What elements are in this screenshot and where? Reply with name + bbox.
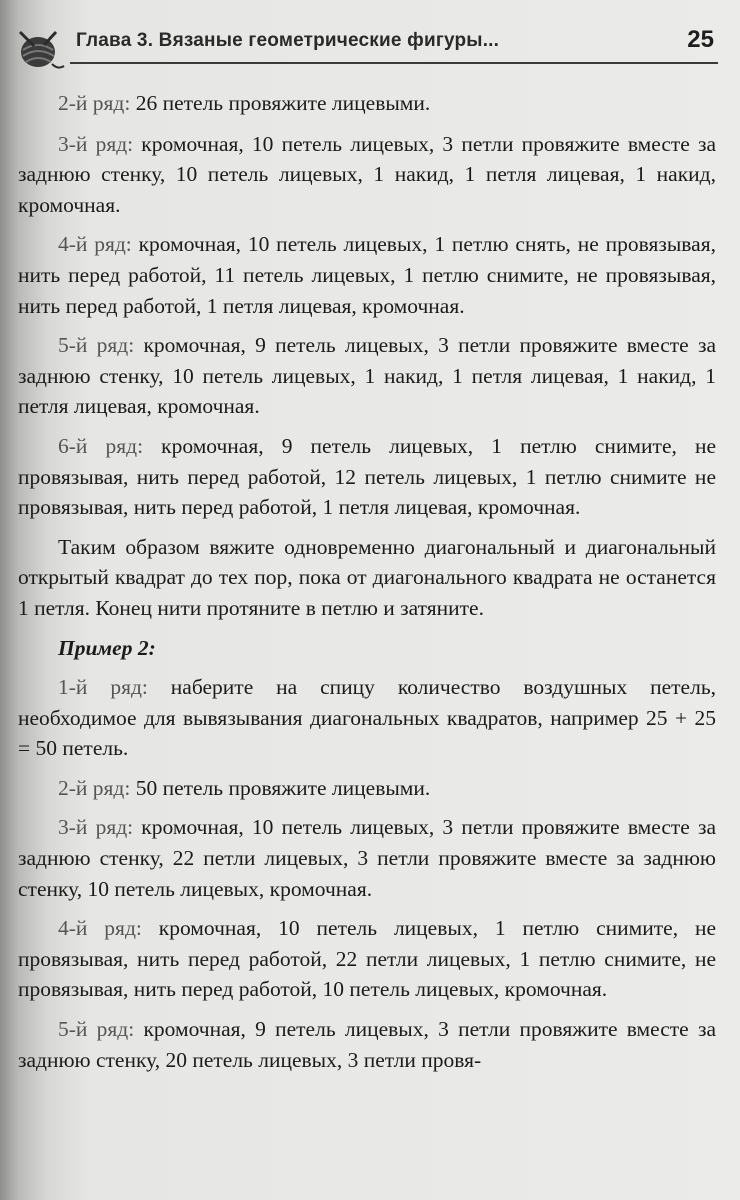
paragraph-ex2-row-4 xyxy=(18,913,716,1005)
running-head: Глава 3. Вязаные геометрические фигуры... xyxy=(76,30,500,51)
header-rule xyxy=(70,62,718,64)
row-text: кромочная, 10 петель лицевых, 3 петли провяжите вместе за заднюю стенку, 10 петель лицевых, 1 накид, 1 петля лицевая, 1 накид, кромочная. xyxy=(18,131,717,217)
row-label: 2-й ряд: xyxy=(58,775,131,800)
row-text: кромочная, 9 петель лицевых, 3 петли провяжите вместе за заднюю стенку, 10 петель лицевых, 1 накид, 1 петля лицевая, 1 накид, 1 петля лицевая, кромочная. xyxy=(18,333,716,419)
example-heading: Пример 2: xyxy=(58,635,156,660)
paragraph-summary xyxy=(18,532,716,624)
row-label: 4-й ряд: xyxy=(58,916,142,941)
row-label: 3-й ряд: xyxy=(58,131,134,156)
paragraph-ex2-row-1 xyxy=(18,672,716,764)
row-text: 26 петель провяжите лицевыми. xyxy=(130,91,431,115)
row-label: 2-й ряд: xyxy=(58,91,131,115)
paragraph-row-2 xyxy=(18,88,716,119)
paragraph-row-4 xyxy=(18,229,716,321)
knitting-ball-icon xyxy=(14,28,66,72)
row-label: 5-й ряд: xyxy=(58,1017,135,1042)
row-text: кромочная, 9 петель лицевых, 3 петли провяжите вместе за заднюю стенку, 20 петель лицевых, 3 петли провя- xyxy=(18,1017,716,1072)
page-number: 25 xyxy=(687,26,714,53)
page-header xyxy=(0,0,740,70)
row-label: 4-й ряд: xyxy=(58,232,132,257)
summary-text: Таким образом вяжите одновременно диагональный и диагональный открытый квадрат до тех пор, пока от диагонального квадрата не останется 1 петля. Конец нити протяните в петлю и затяните. xyxy=(18,534,716,620)
row-text: кромочная, 10 петель лицевых, 3 петли провяжите вместе за заднюю стенку, 22 петли лицевых, 3 петли провяжите вместе за заднюю стенку, 10 петель лицевых, кромочная. xyxy=(18,815,717,901)
row-label: 3-й ряд: xyxy=(58,815,134,840)
row-label: 1-й ряд: xyxy=(58,675,148,700)
row-label: 6-й ряд: xyxy=(58,433,144,458)
body-text xyxy=(18,88,716,1084)
paragraph-row-6 xyxy=(18,431,716,523)
row-text: 50 петель провяжите лицевыми. xyxy=(130,775,431,800)
paragraph-ex2-row-3 xyxy=(18,812,716,904)
row-text: кромочная, 10 петель лицевых, 1 петлю снять, не провязывая, нить перед работой, 11 петель лицевых, 1 петлю снимите, не провязывая, нить перед работой, 1 петля лицевая, кромочная. xyxy=(18,232,716,318)
row-text: кромочная, 10 петель лицевых, 1 петлю снимите, не провязывая, нить перед работой, 22 петли лицевых, 1 петлю снимите, не провязывая, нить перед работой, 10 петель лицевых, кромочная. xyxy=(18,916,717,1002)
row-label: 5-й ряд: xyxy=(58,333,135,358)
row-text: кромочная, 9 петель лицевых, 1 петлю снимите, не провязывая, нить перед работой, 12 петель лицевых, 1 петлю снимите не провязывая, нить перед работой, 1 петля лицевая, кромочная. xyxy=(18,433,717,520)
paragraph-row-3 xyxy=(18,129,716,221)
paragraph-ex2-row-5 xyxy=(18,1014,716,1075)
row-text: наберите на спицу количество воздушных петель, необходимое для вывязывания диагональных квадратов, например 25 + 25 = 50 петель. xyxy=(18,675,717,761)
paragraph-row-5 xyxy=(18,330,716,422)
paragraph-ex2-row-2 xyxy=(18,773,716,804)
